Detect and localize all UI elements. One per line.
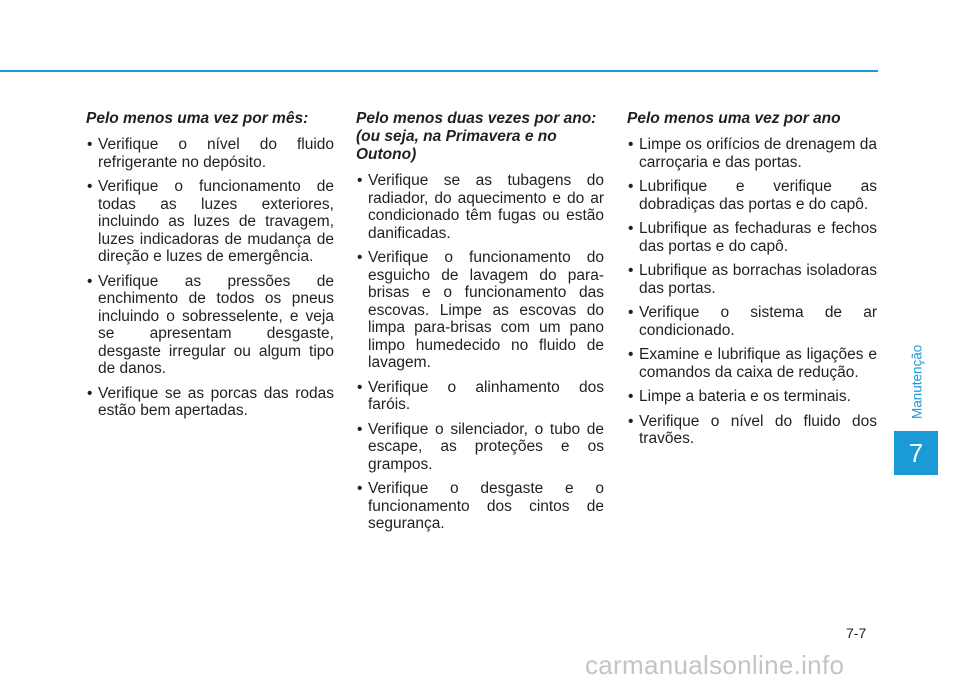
section-heading: Pelo menos duas vezes por ano: (ou seja, na Primavera e no Outono) [356,110,597,163]
section-heading: Pelo menos uma vez por ano [627,110,841,127]
list-item: • Verifique se as tubagens do radiador, do aquecimento e do ar condicionado têm fugas ou estão danificadas. [356,172,604,242]
page-number: 7-7 [846,625,867,641]
chapter-tab: 7 [894,431,938,475]
chapter-side-label: Manutenção [909,344,925,420]
list-item: • Verifique o funcionamento de todas as luzes exteriores, incluindo as luzes de travagem, luzes indicadoras de mudança de direção e luzes de emergência. [86,178,334,266]
list-item: • Limpe a bateria e os terminais. [627,388,877,406]
list-item: • Verifique o nível do fluido dos travões. [627,413,877,448]
list-item: • Verifique o alinhamento dos faróis. [356,379,604,414]
column-monthly [86,110,334,427]
list-item: • Verifique se as porcas das rodas estão bem apertadas. [86,385,334,420]
list-item: • Verifique o funcionamento do esguicho de lavagem do para-brisas e o funcionamento das escovas. Limpe as escovas do limpa para-brisas com um pano limpo humedecido no fluido de lavagem. [356,249,604,372]
column-twice-yearly [356,110,604,540]
list-item: • Lubrifique as fechaduras e fechos das portas e do capô. [627,220,877,255]
top-rule [0,70,878,72]
section-heading: Pelo menos uma vez por mês: [86,110,309,127]
watermark: carmanualsonline.info [585,650,845,680]
list-item: • Verifique o desgaste e o funcionamento dos cintos de segurança. [356,480,604,533]
list-item: • Verifique o sistema de ar condicionado. [627,304,877,339]
list-item: • Verifique o nível do fluido refrigerante no depósito. [86,136,334,171]
list-item: • Verifique o silenciador, o tubo de escape, as proteções e os grampos. [356,421,604,474]
checklist [356,172,604,533]
list-item: • Verifique as pressões de enchimento de todos os pneus incluindo o sobresselente, e veja se apresentam desgaste, desgaste irregular ou algum tipo de danos. [86,273,334,378]
list-item: • Lubrifique e verifique as dobradiças das portas e do capô. [627,178,877,213]
checklist [86,136,334,420]
list-item: • Examine e lubrifique as ligações e comandos da caixa de redução. [627,346,877,381]
list-item: • Limpe os orifícios de drenagem da carroçaria e das portas. [627,136,877,171]
column-yearly [627,110,877,455]
list-item: • Lubrifique as borrachas isoladoras das portas. [627,262,877,297]
checklist [627,136,877,448]
